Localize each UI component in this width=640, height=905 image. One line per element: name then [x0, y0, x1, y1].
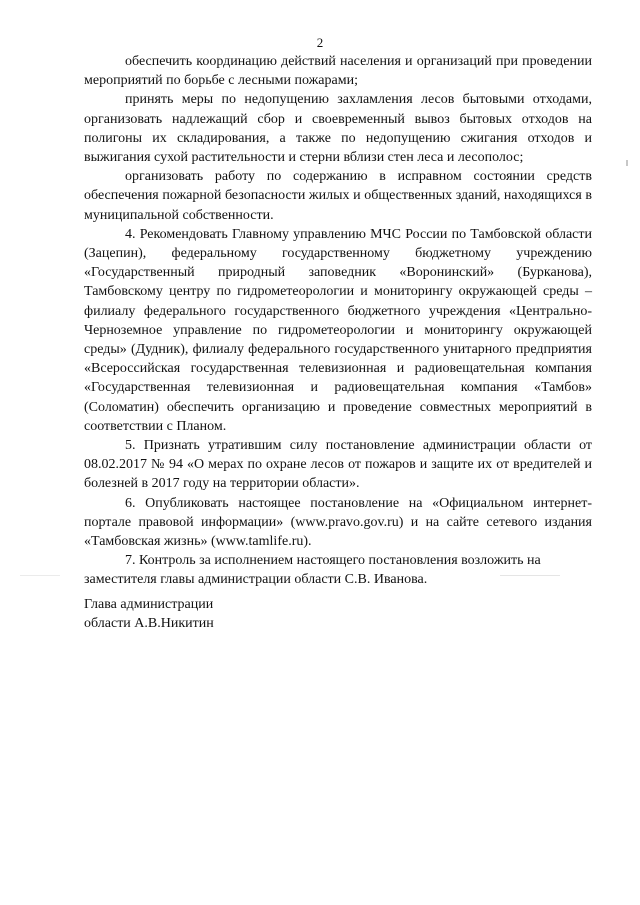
page-number: 2 [316, 35, 324, 50]
paragraph-item-4: 4. Рекомендовать Главному управлению МЧС России по Тамбовской области (Зацепин), федеральному государственному бюджетному учреждению «Государственный природный заповедник «Воронинский» (Бурканова), Тамбовскому центру по гидрометеорологии и мониторингу окружающей среды – филиалу федерального государственного бюджетного учреждения «Центрально- Черноземное управление по гидрометеорологии и мониторингу окружающей среды» (Дудник), филиалу федерального государственного унитарного предприятия «Всероссийская государственная телевизионная и радиовещательная компания «Государственная телевизионная и радиовещательная компания «Тамбов» (Соломатин) обеспечить организацию и проведение совместных мероприятий в соответствии с Планом. [84, 226, 592, 434]
paragraph-item-5: 5. Признать утратившим силу постановление администрации области от 08.02.2017 № 94 «О мерах по охране лесов от пожаров и защите их от вредителей и болезней в 2017 году на территории области». [84, 438, 592, 492]
paragraph-waste-measures: принять меры по недопущению захламления лесов бытовыми отходами, организовать надлежащий сбор и своевременный вывоз бытовых отходов на полигоны их складирования, а также по недопущению сжигания отходов и выжигания сухой растительности и стерни вблизи стен леса и лесополос; [84, 92, 592, 166]
signature-block [84, 595, 214, 633]
paragraph-fire-safety: организовать работу по содержанию в исправном состоянии средств обеспечения пожарной безопасности жилых и общественных зданий, находящихся в муниципальной собственности. [84, 169, 592, 223]
paragraph-coordination: обеспечить координацию действий населения и организаций при проведении мероприятий по борьбе с лесными пожарами; [84, 54, 592, 89]
signature-name: области А.В.Никитин [84, 616, 214, 631]
signature-title: Глава администрации [84, 597, 214, 612]
paragraph-item-6: 6. Опубликовать настоящее постановление на «Официальном интернет-портале правовой информации» (www.pravo.gov.ru) и на сайте сетевого издания «Тамбовская жизнь» (www.tamlife.ru). [84, 495, 592, 550]
document-body [84, 52, 592, 590]
scan-artifact [500, 575, 560, 576]
scan-artifact [20, 575, 60, 576]
scan-artifact [626, 160, 628, 166]
paragraph-item-7: 7. Контроль за исполнением настоящего постановления возложить на заместителя главы администрации области С.В. Иванова. [84, 553, 541, 588]
